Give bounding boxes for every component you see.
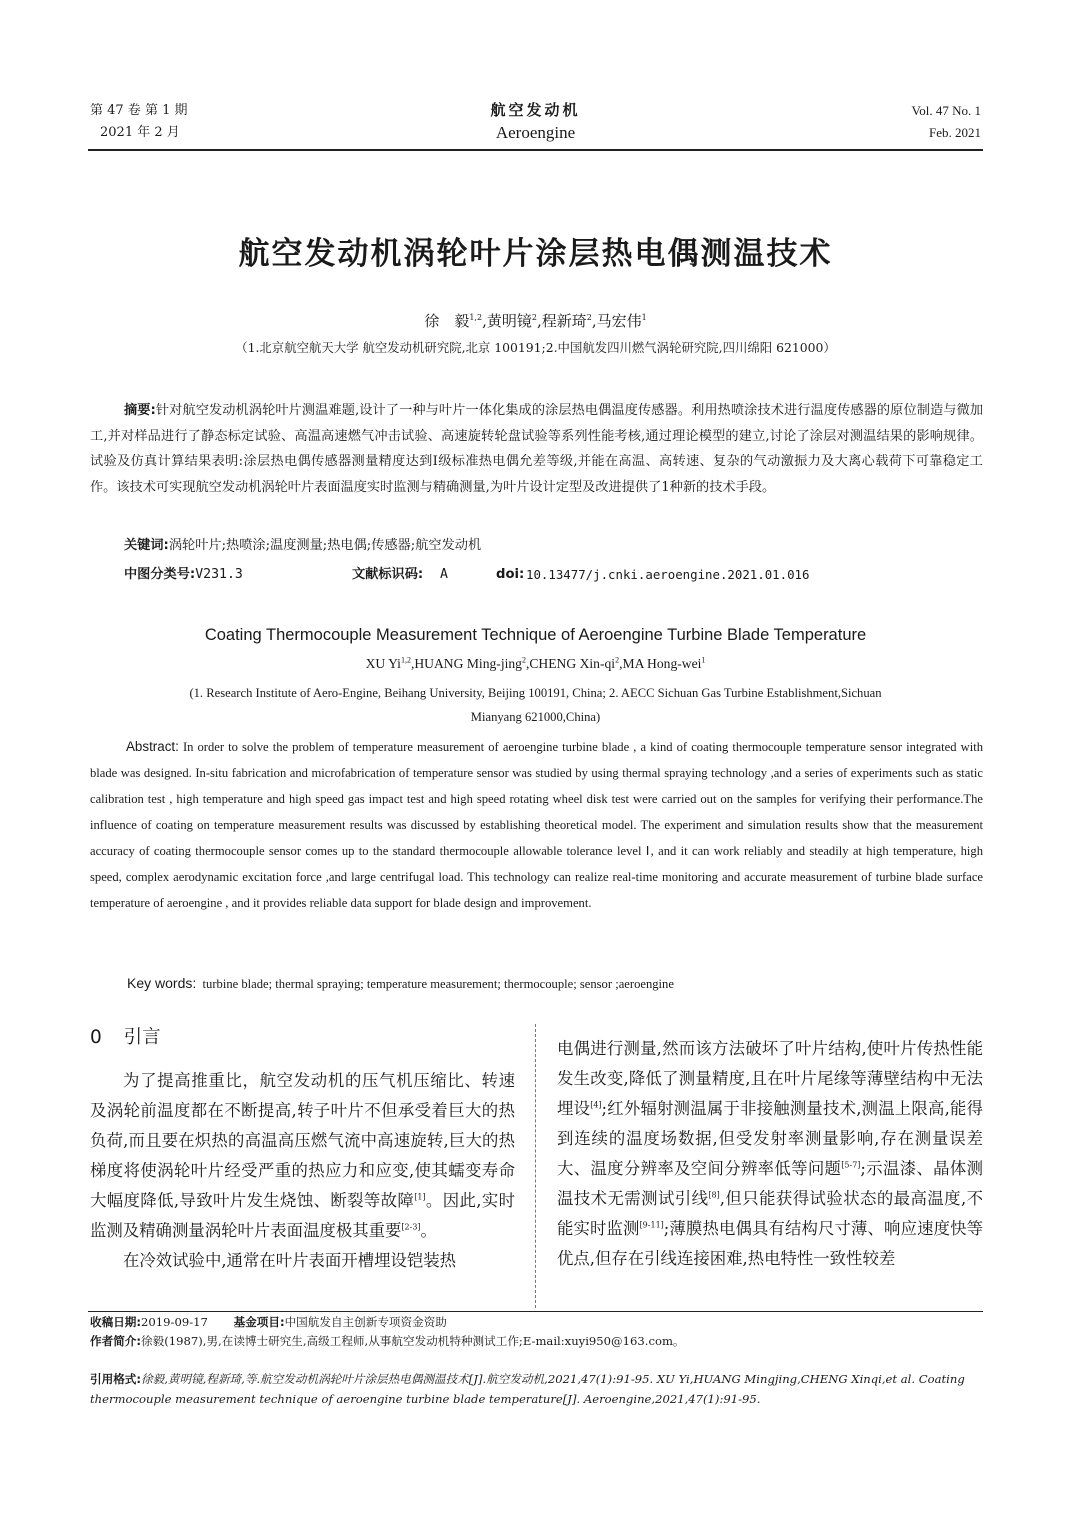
keywords-en-label: Key words:	[127, 975, 197, 991]
author-1: 徐 毅	[424, 312, 470, 330]
header-vol-no: Vol. 47 No. 1	[911, 103, 981, 118]
header-volume-issue: 第 47 卷 第 1 期	[90, 103, 188, 118]
citation-8[interactable]: [8]	[708, 1190, 720, 1200]
author-en-2: ,HUANG Ming-jing	[410, 656, 522, 671]
author-2: ,黄明镜	[482, 312, 532, 330]
right-text-3: ;示温漆、晶体测温技术无需测试引线	[557, 1159, 984, 1208]
author-en-3: ,CHENG Xin-qi	[525, 656, 616, 671]
paragraph-intro-1	[90, 1066, 515, 1246]
right-text-5: ;薄膜热电偶具有结构尺寸薄、响应速度快等优点,但存在引线连接困难,热电特性一致性较差	[557, 1219, 984, 1268]
fund-label: 基金项目:	[233, 1315, 285, 1329]
article-title-en: Coating Thermocouple Measurement Technique of Aeroengine Turbine Blade Temperature	[204, 626, 867, 644]
section-title: 引言	[123, 1027, 161, 1048]
article-title: 航空发动机涡轮叶片涂层热电偶测温技术	[238, 236, 833, 272]
author-en-3-affil: 2	[615, 655, 620, 665]
keywords-zh-text: 涡轮叶片;热喷涂;温度测量;热电偶;传感器;航空发动机	[168, 538, 482, 553]
citation-4[interactable]: [4]	[590, 1100, 602, 1110]
keywords-en-text: turbine blade; thermal spraying; temperature measurement; thermocouple; sensor ;aeroengine	[202, 977, 674, 991]
received-value: 2019-09-17	[141, 1315, 208, 1329]
keywords-zh-label: 关键词:	[124, 538, 169, 553]
author-3: ,程新琦	[536, 312, 587, 330]
doi-value[interactable]: 10.13477/j.cnki.aeroengine.2021.01.016	[526, 567, 810, 582]
author-en-4-affil: 1	[701, 655, 706, 665]
paragraph-right	[557, 1034, 983, 1274]
author-en-4: ,MA Hong-wei	[619, 656, 702, 671]
header-journal	[0, 98, 1071, 144]
clc-label: 中图分类号:	[124, 567, 196, 582]
paragraph-intro-1-end: 。	[420, 1221, 437, 1240]
citation-label: 引用格式:	[90, 1372, 142, 1386]
author-4-affil: 1	[641, 313, 647, 322]
author-en-2-affil: 2	[521, 655, 526, 665]
header-journal-zh: 航空发动机	[490, 101, 581, 119]
author-bio-label: 作者简介:	[90, 1334, 142, 1348]
authors-en	[0, 654, 1071, 674]
paragraph-intro-1-text-2: 。因此,实时监测及精确测量涡轮叶片表面温度极其重要	[90, 1191, 515, 1240]
footnote-citation	[90, 1369, 983, 1409]
right-text-2: ;红外辐射测温属于非接触测量技术,测温上限高,能得到连续的温度场数据,但受发射率测量影响,存在测量误差大、温度分辨率及空间分辨率低等问题	[557, 1099, 984, 1178]
clc-value: V231.3	[195, 567, 243, 582]
doc-code-value: A	[440, 567, 448, 582]
citation-5-7[interactable]: [5-7]	[841, 1160, 861, 1170]
author-en-1-affil: 1,2	[400, 655, 411, 665]
column-divider	[535, 1024, 536, 1308]
abstract-zh-text: 针对航空发动机涡轮叶片测温难题,设计了一种与叶片一体化集成的涂层热电偶温度传感器。利用热喷涂技术进行温度传感器的原位制造与微加工,并对样品进行了静态标定试验、高温高速燃气冲击试验、高速旋转轮盘试验等系列性能考核,通过理论模型的建立,讨论了涂层对测温结果的影响规律。试验及仿真计算结果表明:涂层热电偶传感器测量精度达到Ⅰ级标准热电偶允差等级,并能在高温、高转速、复杂的气动激振力及大离心载荷下可靠稳定工作。该技术可实现航空发动机涡轮叶片表面温度实时监测与精确测量,为叶片设计定型及改进提供了1种新的技术手段。	[90, 403, 984, 495]
author-2-affil: 2	[531, 313, 537, 322]
author-bio-value: 徐毅(1987),男,在读博士研究生,高级工程师,从事航空发动机特种测试工作;E-mail:xuyi950@163.com。	[141, 1334, 685, 1348]
doc-code-label: 文献标识码:	[352, 567, 424, 582]
footnote-author	[90, 1331, 983, 1351]
abstract-en-label: Abstract:	[126, 739, 179, 754]
citation-1[interactable]: [1]	[414, 1192, 426, 1202]
fund-value: 中国航发自主创新专项资金资助	[284, 1315, 447, 1329]
header-journal-en: Aeroengine	[495, 123, 576, 142]
abstract-en-text: In order to solve the problem of temperature measurement of aeroengine turbine blade , a kind of coating thermocouple temperature sensor integrated with blade was designed. In-situ fabrication and microfabrication of temperature sensor was studied by using thermal spraying technology ,and a series of experiments such as static calibration test , high temperature and high speed gas impact test and high speed rotating wheel disk test were carried out on the samples for verifying their performance.The influence of coating on temperature measurement results was discussed by establishing theoretical model. The experiment and simulation results show that the measurement accuracy of coating thermocouple sensor comes up to the standard thermocouple allowable tolerance level Ⅰ, and it can work reliably and steadily at high temperature, high speed, complex aerodynamic excitation force ,and large centrifugal load. This technology can realize real-time monitoring and accurate measurement of turbine blade surface temperature of aeroengine , and it provides reliable data support for blade design and improvement.	[90, 740, 983, 910]
citation-value: 徐毅,黄明镜,程新琦,等.航空发动机涡轮叶片涂层热电偶测温技术[J].航空发动机,2021,47(1):91-95. XU Yi,HUANG Mingjing,CHENG Xinqi,et al. Coating thermocouple measurement technique of aeroengine turbine blade temperature[J]. Aeroengine,2021,47(1):91-95.	[90, 1372, 965, 1406]
author-1-affil: 1,2	[469, 313, 483, 322]
section-heading	[90, 1025, 161, 1051]
received-label: 收稿日期:	[90, 1315, 142, 1329]
affiliation-en-line1: (1. Research Institute of Aero-Engine, Beihang University, Beijing 100191, China; 2. AECC Sichuan Gas Turbine Establishment,Sichuan	[189, 686, 882, 700]
classification-row	[124, 565, 984, 585]
header-date: 2021 年 2 月	[100, 125, 180, 140]
right-column	[557, 1034, 983, 1274]
authors-zh	[0, 310, 1071, 332]
header-volume-en	[912, 100, 981, 144]
paragraph-intro-2: 在冷效试验中,通常在叶片表面开槽埋设铠装热	[123, 1251, 457, 1270]
doi-label: doi:	[496, 567, 525, 582]
author-en-1: XU Yi	[365, 656, 401, 671]
affiliation-en-line2: Mianyang 621000,China)	[470, 710, 601, 724]
author-4: ,马宏伟	[591, 312, 642, 330]
paragraph-intro-1-text: 为了提高推重比，航空发动机的压气机压缩比、转速及涡轮前温度都在不断提高,转子叶片不但承受着巨大的热负荷,而且要在炽热的高温高压燃气流中高速旋转,巨大的热梯度将使涡轮叶片经受严重的热应力和应变,使其蠕变寿命大幅度降低,导致叶片发生烧蚀、断裂等故障	[90, 1071, 515, 1210]
author-3-affil: 2	[586, 313, 592, 322]
header-rule	[88, 149, 983, 151]
citation-2-3[interactable]: [2-3]	[401, 1222, 421, 1232]
header-month: Feb. 2021	[929, 125, 981, 140]
keywords-en	[127, 972, 674, 995]
affiliation-en	[0, 681, 1071, 729]
right-text-4: ,但只能获得试验状态的最高温度,不能实时监测	[557, 1189, 984, 1238]
abstract-zh	[90, 398, 983, 500]
left-column	[90, 1066, 515, 1276]
abstract-en	[90, 734, 983, 916]
right-text-1: 电偶进行测量,然而该方法破坏了叶片结构,使叶片传热性能发生改变,降低了测量精度,且在叶片尾缘等薄壁结构中无法埋设	[557, 1039, 983, 1118]
footnote-received-fund	[90, 1312, 983, 1332]
affiliation-zh: （1.北京航空航天大学 航空发动机研究院,北京 100191;2.中国航发四川燃气涡轮研究院,四川绵阳 621000）	[235, 340, 836, 355]
abstract-zh-label: 摘要:	[124, 403, 156, 418]
keywords-zh	[124, 536, 481, 556]
citation-9-11[interactable]: [9-11]	[639, 1220, 664, 1230]
section-number: 0	[90, 1027, 102, 1048]
